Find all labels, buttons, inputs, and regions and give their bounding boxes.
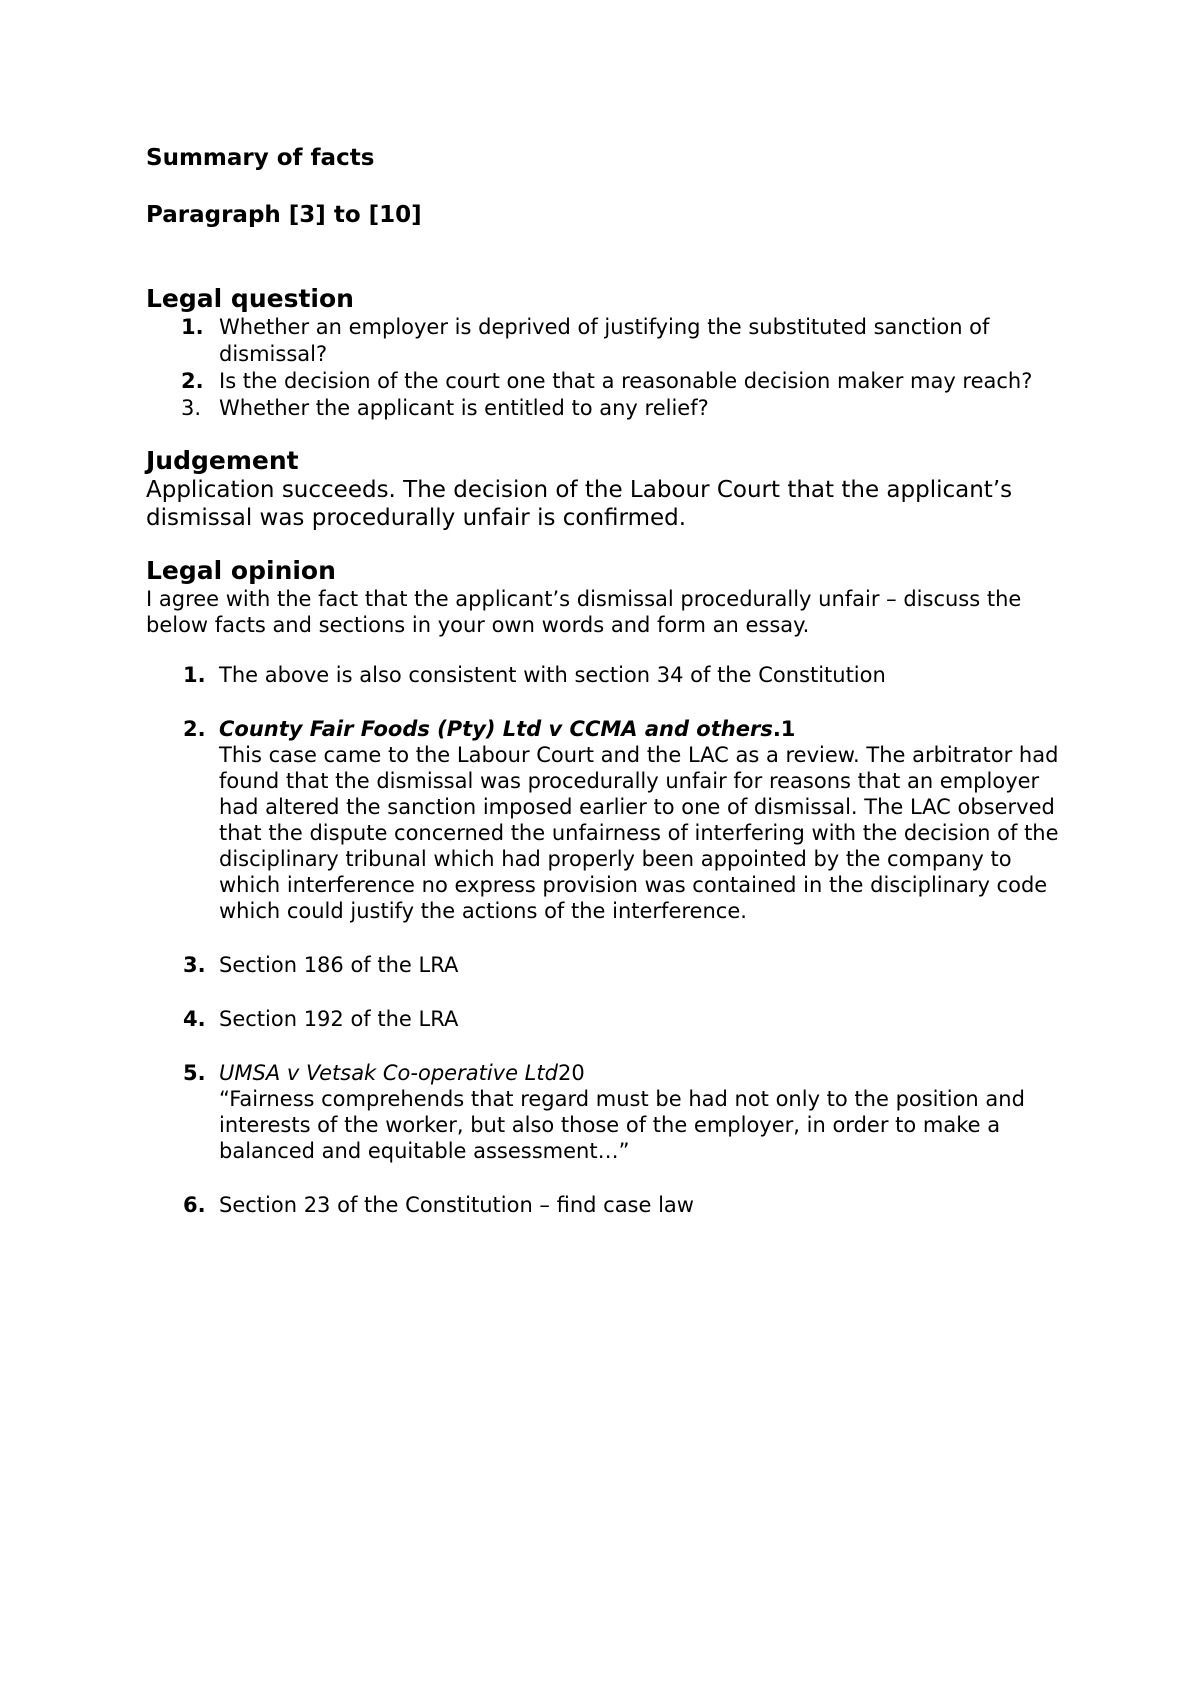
list-item-number: 4.	[183, 1007, 206, 1031]
list-item-text: Section 192 of the LRA	[219, 1007, 459, 1031]
list-item-number: 3.	[181, 396, 202, 420]
list-item	[146, 1192, 1066, 1218]
list-item	[146, 716, 1066, 924]
case-quote: “Fairness comprehends that regard must be had not only to the position and interests of the worker, but also those of the employer, in order to make a balanced and equitable assessment…”	[219, 1087, 1025, 1163]
list-item-text: Section 23 of the Constitution – find case law	[219, 1193, 694, 1217]
case-citation: UMSA v Vetsak Co-operative Ltd	[219, 1061, 558, 1085]
list-item	[146, 952, 1066, 978]
legal-opinion-heading: Legal opinion	[146, 556, 336, 585]
list-item-number: 6.	[183, 1193, 206, 1217]
list-item	[146, 395, 1066, 422]
list-item-number: 5.	[183, 1061, 206, 1085]
footnote-reference: .1	[772, 717, 796, 741]
legal-opinion-list	[146, 662, 1066, 1218]
paragraph-reference-heading: Paragraph [3] to [10]	[146, 202, 422, 228]
list-item-text: Whether the applicant is entitled to any relief?	[219, 396, 709, 420]
judgement-heading: Judgement	[146, 446, 299, 475]
list-item-number: 1.	[181, 315, 204, 339]
list-item	[146, 1006, 1066, 1032]
list-item-number: 2.	[181, 369, 204, 393]
case-summary: This case came to the Labour Court and the LAC as a review. The arbitrator had found that the dismissal was procedurally unfair for reasons that an employer had altered the sanction imposed earlier to one of dismissal. The LAC observed that the dispute concerned the unfairness of interfering with the decision of the disciplinary tribunal which had properly been appointed by the company to which interference no express provision was contained in the disciplinary code which could justify the actions of the interference.	[219, 743, 1059, 923]
document-content	[146, 143, 1066, 1246]
list-item-text: Is the decision of the court one that a reasonable decision maker may reach?	[219, 369, 1033, 393]
footnote-reference: 20	[557, 1061, 585, 1085]
legal-question-list	[146, 314, 1066, 422]
list-item	[146, 314, 1066, 368]
list-item-number: 3.	[183, 953, 206, 977]
case-citation: County Fair Foods (Pty) Ltd v CCMA and others	[219, 717, 773, 741]
list-item	[146, 1060, 1066, 1164]
list-item	[146, 368, 1066, 395]
list-item-text: Section 186 of the LRA	[219, 953, 459, 977]
judgement-text: Application succeeds. The decision of the Labour Court that the applicant’s dismissal was procedurally unfair is confirmed.	[146, 477, 1013, 531]
legal-opinion-intro: I agree with the fact that the applicant’s dismissal procedurally unfair – discuss the below facts and sections in your own words and form an essay.	[146, 587, 1022, 637]
summary-heading: Summary of facts	[146, 145, 375, 171]
list-item	[146, 662, 1066, 688]
list-item-number: 2.	[183, 717, 206, 741]
list-item-text: Whether an employer is deprived of justifying the substituted sanction of dismissal?	[219, 315, 990, 366]
list-item-number: 1.	[183, 663, 206, 687]
list-item-text: The above is also consistent with section 34 of the Constitution	[219, 663, 886, 687]
legal-question-heading: Legal question	[146, 284, 354, 313]
